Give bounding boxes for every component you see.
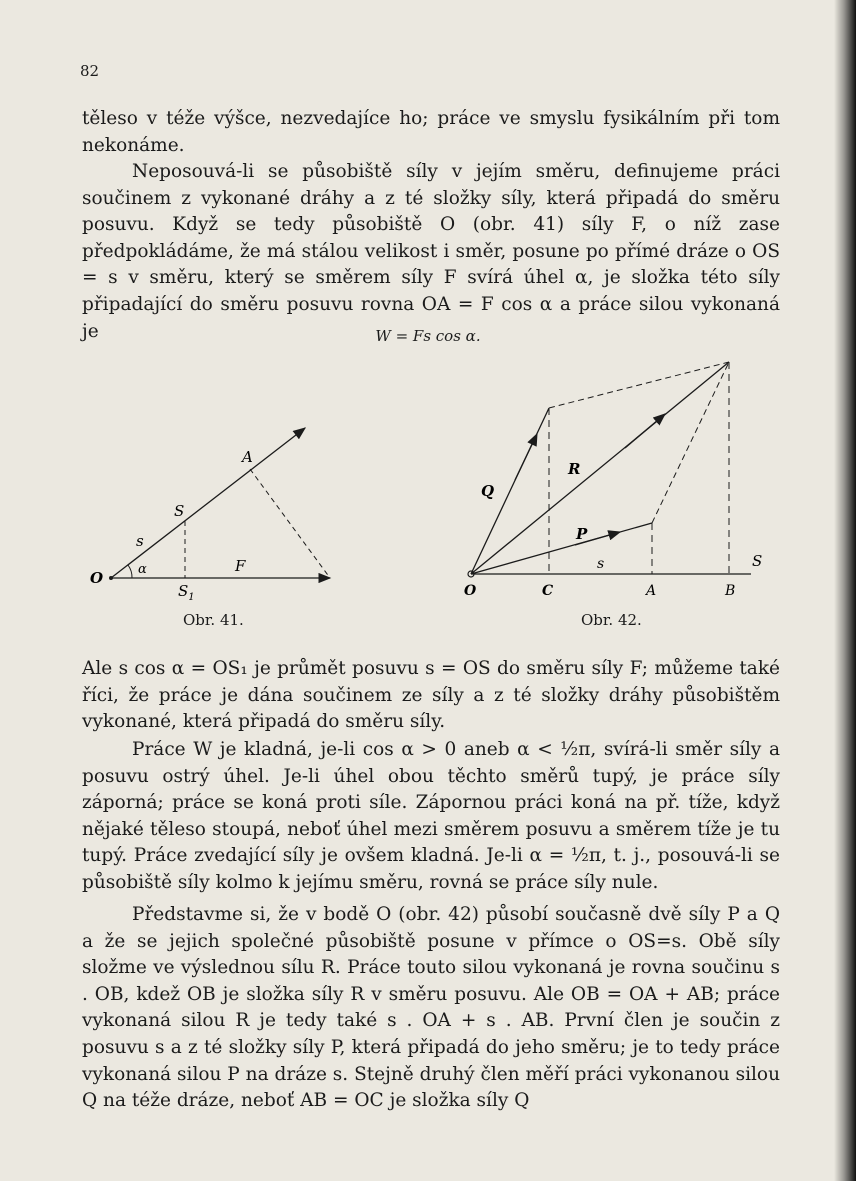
paragraph-1: těleso v téže výšce, nezvedajíce ho; práce ve smyslu fysikálním při tom nekonáme. <box>82 108 780 156</box>
book-spine-shadow <box>834 0 856 1181</box>
fig42-label-C: C <box>542 583 554 599</box>
fig41-label-alpha: α <box>138 562 147 577</box>
fig42-force-R <box>471 362 729 574</box>
fig41-projection-OA <box>250 469 330 578</box>
paragraph-2: Neposouvá-li se působiště síly v jejím směru, definujeme práci součinem z vykonané dráhy a z té složky síly, která připadá do směru posuvu. Když se tedy působiště O (obr. 41) síly F, o níž zase předpokládáme, že má stálou velikost i směr, posune po přímé dráze o OS = s v směru, který se směrem síly F svírá úhel α, je složka této síly připadající do směru posuvu rovna OA = F cos α a práce silou vykonaná je <box>82 161 780 342</box>
fig42-force-P <box>471 523 652 574</box>
fig42-parallelogram-side <box>652 362 729 523</box>
fig42-label-O: O <box>464 583 477 599</box>
fig41-label-S1: $S_1$ <box>178 582 195 600</box>
fig42-label-P: P <box>576 525 588 543</box>
fig42-label-R: R <box>568 460 581 478</box>
fig42-label-S: S <box>752 552 763 570</box>
fig41-angle-arc <box>128 565 132 578</box>
figure-42 <box>455 350 775 602</box>
figure-41 <box>80 415 350 600</box>
fig42-label-s: s <box>597 556 605 572</box>
work-formula: W = Fs cos α. <box>375 327 481 345</box>
page-number: 82 <box>80 62 100 80</box>
fig42-label-A: A <box>646 583 657 599</box>
fig41-label-O: O <box>90 569 104 587</box>
fig41-label-A: A <box>242 448 253 466</box>
fig41-displacement-line <box>111 428 305 578</box>
fig42-force-R-arrow <box>625 414 665 448</box>
fig42-label-B: B <box>725 583 736 599</box>
fig41-label-S: S <box>174 502 185 520</box>
figure-42-caption: Obr. 42. <box>581 611 642 629</box>
fig41-label-F: F <box>235 557 246 575</box>
paragraph-3: Ale s cos α = OS₁ je průmět posuvu s = OS do směru síly F; můžeme také říci, že práce je dána součinem ze síly a z té složky dráhy působištěm vykonané, která připadá do směru síly. <box>82 658 780 733</box>
paragraph-4: Práce W je kladná, je-li cos α > 0 aneb α < ½π, svírá-li směr síly a posuvu ostrý úhel. Je-li úhel obou těchto směrů tupý, je práce síly záporná; práce se koná proti síle. Zápornou práci koná na př. tíže, když nějaké těleso stoupá, neboť úhel mezi směrem posuvu a směrem tíže je tu tupý. Práce zvedající síly je ovšem kladná. Je-li α = ½π, t. j., posouvá-li se působiště síly kolmo k jejímu směru, rovná se práce síly nule. <box>82 739 780 893</box>
fig41-label-s: s <box>136 532 144 550</box>
fig41-label-S1-subscript: 1 <box>188 592 195 600</box>
fig42-label-Q: Q <box>481 482 495 500</box>
fig42-force-Q-arrow <box>515 434 537 480</box>
paragraph-5: Představme si, že v bodě O (obr. 42) působí současně dvě síly P a Q a že se jejich společné působiště posune v přímce o OS=s. Obě síly složme ve výslednou sílu R. Práce touto silou vykonaná je rovna součinu s . OB, kdež OB je složka síly R v směru posuvu. Ale OB = OA + AB; práce vykonaná silou R je tedy také s . OA + s . AB. První člen je součin z posuvu s a z té složky síly P, která připadá do jeho směru; je to tedy práce vykonaná silou P na dráze s. Stejně druhý člen měří práci vykonanou silou Q na téže dráze, neboť AB = OC je složka síly Q <box>82 904 780 1112</box>
figure-41-caption: Obr. 41. <box>183 611 244 629</box>
